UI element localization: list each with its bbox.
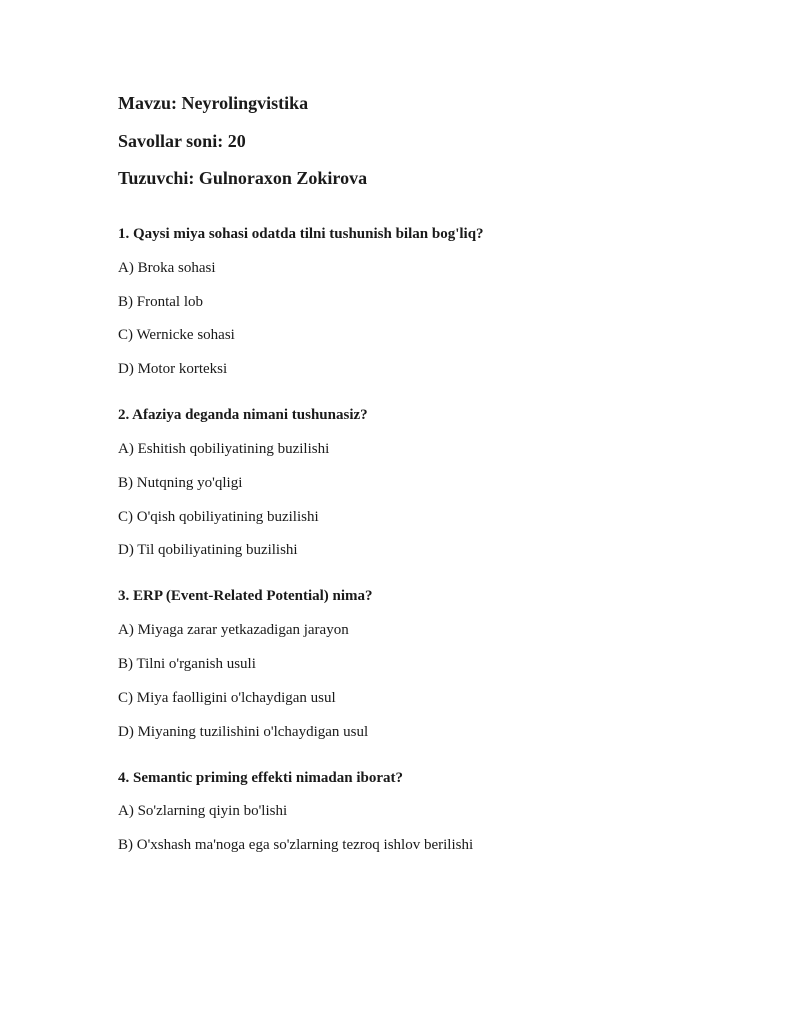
answer-option: A) Eshitish qobiliyatining buzilishi xyxy=(118,440,330,457)
answer-option: B) Frontal lob xyxy=(118,293,203,310)
question-text: 2. Afaziya deganda nimani tushunasiz? xyxy=(118,407,368,424)
answer-option: C) Miya faolligini o'lchaydigan usul xyxy=(118,689,336,706)
answer-option: C) Wernicke sohasi xyxy=(118,327,235,344)
answer-option: D) Til qobiliyatining buzilishi xyxy=(118,542,298,559)
answer-option: A) So'zlarning qiyin bo'lishi xyxy=(118,803,288,820)
answer-option: B) Tilni o'rganish usuli xyxy=(118,655,256,672)
answer-option: A) Miyaga zarar yetkazadigan jarayon xyxy=(118,622,349,639)
answer-option: B) O'xshash ma'noga ega so'zlarning tezroq ishlov berilishi xyxy=(118,837,474,854)
question-block xyxy=(118,406,758,559)
answer-options xyxy=(118,440,758,559)
answer-option: A) Broka sohasi xyxy=(118,259,216,276)
question-block xyxy=(118,587,758,740)
author-heading: Tuzuvchi: Gulnoraxon Zokirova xyxy=(118,168,368,188)
answer-option: D) Motor korteksi xyxy=(118,361,228,378)
question-list xyxy=(118,225,758,854)
question-text: 4. Semantic priming effekti nimadan iborat? xyxy=(118,769,403,786)
answer-options xyxy=(118,802,758,854)
topic-heading: Mavzu: Neyrolingvistika xyxy=(118,93,309,113)
question-text: 1. Qaysi miya sohasi odatda tilni tushunish bilan bog'liq? xyxy=(118,226,484,242)
question-block xyxy=(118,769,758,855)
question-text: 3. ERP (Event-Related Potential) nima? xyxy=(118,588,373,605)
document-header xyxy=(118,92,758,189)
answer-options xyxy=(118,259,758,378)
question-block xyxy=(118,225,758,378)
answer-option: C) O'qish qobiliyatining buzilishi xyxy=(118,508,319,525)
answer-option: D) Miyaning tuzilishini o'lchaydigan usul xyxy=(118,723,369,740)
document-page xyxy=(118,92,758,870)
answer-options xyxy=(118,621,758,740)
question-count-heading: Savollar soni: 20 xyxy=(118,130,246,151)
answer-option: B) Nutqning yo'qligi xyxy=(118,474,243,491)
